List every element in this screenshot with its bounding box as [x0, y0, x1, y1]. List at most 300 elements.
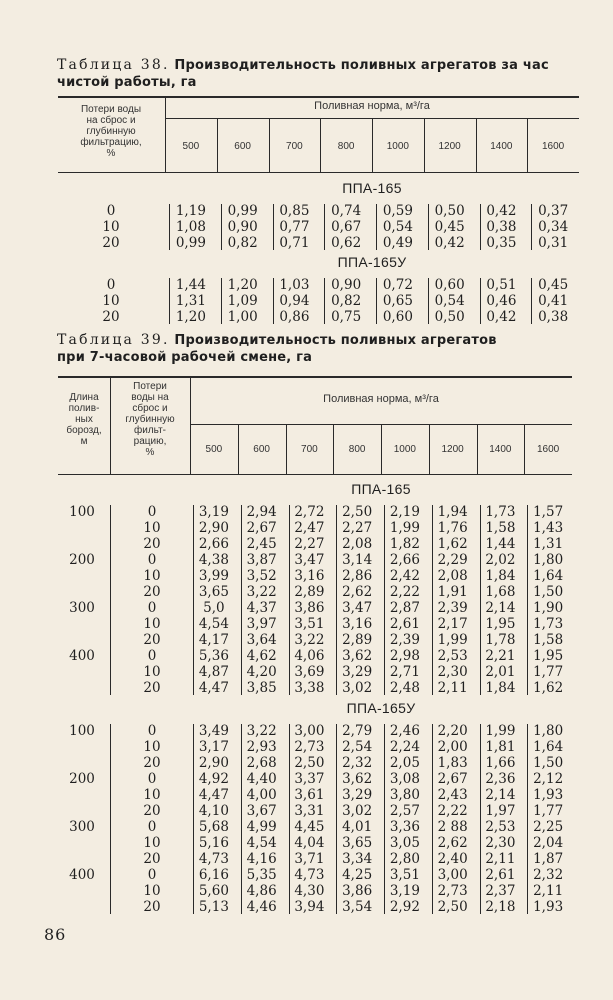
table38-header-bottom-rule [58, 172, 579, 173]
row-value: 0,72 [382, 277, 413, 293]
table38-norm-800: 800 [337, 141, 355, 152]
table38-body-col-divider [376, 278, 377, 324]
page-number: 86 [44, 925, 67, 944]
row-value: 3,54 [342, 899, 373, 915]
table39-body-col-divider [289, 505, 290, 695]
row-value: 2,87 [389, 600, 420, 616]
row-value: 1,87 [533, 851, 564, 867]
table38-body-col-divider [273, 204, 274, 250]
row-value: 1,99 [389, 520, 420, 536]
table-row [0, 235, 613, 251]
row-value: 0,65 [382, 293, 413, 309]
table38-loss-header: Потери воды на сброс и глубинную фильтрацию, % [80, 104, 142, 159]
row-value: 1,20 [175, 309, 206, 325]
table38-body-col-divider [480, 204, 481, 250]
table-row [0, 203, 613, 219]
row-value: 2,27 [294, 536, 325, 552]
row-value: 0,46 [486, 293, 517, 309]
row-value: 1,50 [533, 584, 564, 600]
row-value: 0,31 [538, 235, 569, 251]
row-value: 5,16 [198, 835, 229, 851]
table39-norm-500: 500 [205, 444, 223, 455]
table39-body-col-divider [480, 505, 481, 695]
table39-body-col-divider [193, 505, 194, 695]
table39-label: Таблица 39. [57, 332, 170, 348]
row-value: 1,78 [485, 632, 516, 648]
table-row [0, 664, 613, 680]
table39-norm-col-divider [286, 425, 287, 474]
table38-norm-1000: 1000 [386, 141, 409, 152]
row-furrow-length: 300 [69, 600, 95, 616]
table38-norm-col-divider [217, 119, 218, 172]
row-value: 2,29 [437, 552, 468, 568]
table39-norm-800: 800 [348, 444, 366, 455]
table39-body-col-divider [432, 724, 433, 914]
row-value: 2,61 [485, 867, 516, 883]
table-row [0, 851, 613, 867]
row-value: 1,62 [533, 680, 564, 696]
row-value: 3,22 [246, 584, 277, 600]
row-value: 1,95 [533, 648, 564, 664]
row-value: 2,02 [485, 552, 516, 568]
table39-norm-1600: 1600 [537, 444, 560, 455]
table39-top-rule [58, 376, 572, 378]
row-value: 1,76 [437, 520, 468, 536]
row-value: 1,77 [533, 803, 564, 819]
row-value: 2,12 [533, 771, 564, 787]
row-value: 3,22 [246, 723, 277, 739]
row-value: 0,90 [331, 277, 362, 293]
row-value: 0,94 [279, 293, 310, 309]
table38-norm-1600: 1600 [542, 141, 565, 152]
row-value: 3,37 [294, 771, 325, 787]
row-loss-percent: 20 [143, 680, 161, 696]
row-value: 3,62 [342, 771, 373, 787]
row-value: 2,42 [389, 568, 420, 584]
row-value: 2,14 [485, 600, 516, 616]
table38-body-col-divider [531, 204, 532, 250]
table-row [0, 277, 613, 293]
row-value: 0,42 [486, 309, 517, 325]
table39-norm-col-divider [524, 425, 525, 474]
row-value: 2,47 [294, 520, 325, 536]
table-row [0, 723, 613, 739]
table38-norm-600: 600 [234, 141, 251, 152]
row-value: 1,73 [533, 616, 564, 632]
row-loss-percent: 10 [143, 520, 161, 536]
row-value: 3,16 [342, 616, 373, 632]
row-loss-percent: 10 [102, 219, 120, 235]
row-value: 0,42 [486, 203, 517, 219]
row-value: 1,93 [533, 899, 564, 915]
row-value: 1,62 [437, 536, 468, 552]
table38-norm-500: 500 [182, 141, 200, 152]
table38-body-col-divider [169, 278, 170, 324]
row-loss-percent: 20 [143, 632, 161, 648]
row-value: 2,90 [198, 755, 229, 771]
row-value: 2,61 [389, 616, 420, 632]
row-value: 2,67 [437, 771, 468, 787]
row-value: 1,20 [227, 277, 258, 293]
table-row [0, 819, 613, 835]
table38-body-col-divider [221, 204, 222, 250]
row-value: 0,50 [434, 203, 465, 219]
row-value: 1,93 [533, 787, 564, 803]
row-value: 1,64 [533, 568, 564, 584]
row-loss-percent: 20 [143, 899, 161, 915]
row-value: 0,99 [227, 203, 258, 219]
table38-norm-col-divider [527, 119, 528, 172]
row-value: 0,77 [279, 219, 310, 235]
row-value: 1,84 [485, 680, 516, 696]
table38-body-col-divider [169, 204, 170, 250]
row-value: 2,04 [533, 835, 564, 851]
row-value: 4,47 [198, 680, 229, 696]
row-value: 4,99 [246, 819, 277, 835]
row-value: 3,65 [342, 835, 373, 851]
table-row [0, 293, 613, 309]
row-value: 2,50 [437, 899, 468, 915]
row-value: 4,01 [342, 819, 373, 835]
row-value: 0,99 [175, 235, 206, 251]
table39-body-col-divider [527, 505, 528, 695]
row-loss-percent: 10 [143, 664, 161, 680]
row-value: 1,19 [175, 203, 206, 219]
row-furrow-length: 400 [69, 867, 95, 883]
row-value: 3,67 [246, 803, 277, 819]
row-furrow-length: 100 [69, 504, 95, 520]
row-value: 2,00 [437, 739, 468, 755]
row-value: 1,09 [227, 293, 258, 309]
table-row [0, 771, 613, 787]
row-value: 2,73 [294, 739, 325, 755]
row-value: 4,92 [198, 771, 229, 787]
table-row [0, 755, 613, 771]
row-loss-percent: 20 [102, 309, 120, 325]
row-value: 4,73 [198, 851, 229, 867]
row-value: 1,31 [175, 293, 206, 309]
row-value: 2,79 [342, 723, 373, 739]
table38-body-col-divider [428, 204, 429, 250]
row-value: 4,16 [246, 851, 277, 867]
row-value: 1,94 [437, 504, 468, 520]
row-value: 2,57 [389, 803, 420, 819]
table39-body-col-divider [527, 724, 528, 914]
table39-norm-1000: 1000 [393, 444, 416, 455]
table39-section-title: ППА-165У [346, 700, 416, 716]
table-row [0, 803, 613, 819]
row-loss-percent: 0 [147, 723, 157, 739]
row-value: 2,45 [246, 536, 277, 552]
row-value: 0,74 [331, 203, 362, 219]
row-value: 2,05 [389, 755, 420, 771]
table39-header-bottom-rule [58, 474, 572, 475]
row-value: 3,86 [294, 600, 325, 616]
table-row [0, 616, 613, 632]
table38-title-line2: чистой работы, га [57, 75, 197, 90]
table39-body-col-divider [480, 724, 481, 914]
row-value: 1,58 [533, 632, 564, 648]
table38-title-line1: Производительность поливных агрегатов за час [174, 58, 549, 73]
row-loss-percent: 20 [143, 803, 161, 819]
table-row [0, 309, 613, 325]
row-value: 4,17 [198, 632, 229, 648]
row-loss-percent: 10 [143, 568, 161, 584]
row-value: 1,31 [533, 536, 564, 552]
row-loss-percent: 20 [102, 235, 120, 251]
row-value: 2,18 [485, 899, 516, 915]
row-value: 2,40 [437, 851, 468, 867]
table39-section-title: ППА-165 [351, 481, 411, 497]
row-value: 4,30 [294, 883, 325, 899]
row-loss-percent: 20 [143, 851, 161, 867]
row-value: 2,89 [342, 632, 373, 648]
table38-norm-col-divider [320, 119, 321, 172]
row-value: 3,22 [294, 632, 325, 648]
row-value: 4,04 [294, 835, 325, 851]
table-row [0, 584, 613, 600]
row-value: 3,87 [246, 552, 277, 568]
table39-norm-col-divider [238, 425, 239, 474]
row-value: 2,62 [437, 835, 468, 851]
row-value: 3,19 [198, 504, 229, 520]
table38-label: Таблица 38. [57, 57, 170, 73]
row-value: 3,51 [294, 616, 325, 632]
table38-body-col-divider [531, 278, 532, 324]
row-value: 1,73 [485, 504, 516, 520]
row-value: 2,39 [437, 600, 468, 616]
row-loss-percent: 10 [143, 787, 161, 803]
row-value: 6,16 [198, 867, 229, 883]
row-value: 3,17 [198, 739, 229, 755]
row-value: 3,36 [389, 819, 420, 835]
row-value: 0,54 [382, 219, 413, 235]
row-value: 4,87 [198, 664, 229, 680]
table-row [0, 600, 613, 616]
row-value: 1,81 [485, 739, 516, 755]
row-value: 0,45 [434, 219, 465, 235]
table38-norm-col-divider [424, 119, 425, 172]
table38-body-col-divider [376, 204, 377, 250]
row-value: 0,85 [279, 203, 310, 219]
row-value: 0,42 [434, 235, 465, 251]
row-value: 2,01 [485, 664, 516, 680]
table39-body-col-divider [432, 505, 433, 695]
row-value: 2,22 [389, 584, 420, 600]
table39-norm-col-divider [381, 425, 382, 474]
table39-norm-1400: 1400 [489, 444, 512, 455]
row-value: 2,53 [437, 648, 468, 664]
row-value: 2,24 [389, 739, 420, 755]
row-value: 0,67 [331, 219, 362, 235]
table38-body-col-divider [428, 278, 429, 324]
row-value: 2,94 [246, 504, 277, 520]
table39-header-divider-2 [190, 377, 191, 474]
row-loss-percent: 0 [147, 504, 157, 520]
row-value: 2,19 [389, 504, 420, 520]
row-value: 2,72 [294, 504, 325, 520]
row-value: 2,62 [342, 584, 373, 600]
row-value: 1,66 [485, 755, 516, 771]
row-value: 1,08 [175, 219, 206, 235]
table38-body-col-divider [480, 278, 481, 324]
row-loss-percent: 0 [147, 771, 157, 787]
row-value: 2,30 [485, 835, 516, 851]
row-value: 4,37 [246, 600, 277, 616]
row-furrow-length: 100 [69, 723, 95, 739]
table-row [0, 883, 613, 899]
row-value: 3,08 [389, 771, 420, 787]
row-value: 0,45 [538, 277, 569, 293]
row-value: 0,35 [486, 235, 517, 251]
table38-norm-col-divider [372, 119, 373, 172]
table38-norm-col-divider [476, 119, 477, 172]
row-value: 1,44 [485, 536, 516, 552]
row-value: 3,94 [294, 899, 325, 915]
row-loss-percent: 0 [106, 277, 116, 293]
table39-body-col-divider [241, 505, 242, 695]
row-value: 1,58 [485, 520, 516, 536]
row-value: 0,62 [331, 235, 362, 251]
row-value: 0,38 [486, 219, 517, 235]
row-value: 2,50 [342, 504, 373, 520]
row-value: 0,51 [486, 277, 517, 293]
row-loss-percent: 0 [106, 203, 116, 219]
row-value: 2,67 [246, 520, 277, 536]
row-value: 4,54 [246, 835, 277, 851]
row-value: 4,62 [246, 648, 277, 664]
table38-norm-header: Поливная норма, м³/га [314, 100, 430, 112]
row-value: 5,13 [198, 899, 229, 915]
row-value: 2,08 [437, 568, 468, 584]
row-value: 0,49 [382, 235, 413, 251]
table-row [0, 680, 613, 696]
row-value: 0,71 [279, 235, 310, 251]
row-value: 3,14 [342, 552, 373, 568]
row-value: 2,37 [485, 883, 516, 899]
row-value: 2,46 [389, 723, 420, 739]
row-loss-percent: 20 [143, 536, 161, 552]
row-value: 4,86 [246, 883, 277, 899]
row-value: 2,80 [389, 851, 420, 867]
row-loss-percent: 10 [102, 293, 120, 309]
row-value: 2,36 [485, 771, 516, 787]
row-value: 2,11 [437, 680, 468, 696]
table39-body-col-divider [193, 724, 194, 914]
row-value: 3,65 [198, 584, 229, 600]
row-value: 3,19 [389, 883, 420, 899]
row-value: 2,11 [533, 883, 564, 899]
row-value: 2,22 [437, 803, 468, 819]
row-value: 5,0 [203, 600, 225, 616]
row-value: 4,54 [198, 616, 229, 632]
table38-caption [57, 57, 549, 91]
table38-norm-700: 700 [286, 141, 303, 152]
table39-norm-col-divider [429, 425, 430, 474]
row-loss-percent: 0 [147, 552, 157, 568]
row-value: 2,66 [389, 552, 420, 568]
row-value: 2,43 [437, 787, 468, 803]
row-loss-percent: 0 [147, 867, 157, 883]
row-value: 5,68 [198, 819, 229, 835]
row-value: 3,99 [198, 568, 229, 584]
row-value: 1,99 [437, 632, 468, 648]
row-loss-percent: 10 [143, 835, 161, 851]
row-value: 4,20 [246, 664, 277, 680]
table-row [0, 787, 613, 803]
row-value: 3,80 [389, 787, 420, 803]
row-value: 2,48 [389, 680, 420, 696]
row-value: 0,54 [434, 293, 465, 309]
row-value: 4,00 [246, 787, 277, 803]
row-value: 1,77 [533, 664, 564, 680]
row-value: 2,27 [342, 520, 373, 536]
row-value: 1,00 [227, 309, 258, 325]
table39-body-col-divider [336, 505, 337, 695]
row-value: 2,92 [389, 899, 420, 915]
table39-length-header: Длина полив- ных борозд, м [66, 392, 102, 447]
table-row [0, 899, 613, 915]
row-loss-percent: 0 [147, 648, 157, 664]
row-value: 3,34 [342, 851, 373, 867]
row-value: 3,86 [342, 883, 373, 899]
row-value: 5,60 [198, 883, 229, 899]
row-loss-percent: 0 [147, 600, 157, 616]
row-furrow-length: 300 [69, 819, 95, 835]
row-value: 2,30 [437, 664, 468, 680]
table-row [0, 552, 613, 568]
table39-norm-col-divider [477, 425, 478, 474]
row-value: 2,39 [389, 632, 420, 648]
row-furrow-length: 200 [69, 771, 95, 787]
table-row [0, 739, 613, 755]
row-value: 2,90 [198, 520, 229, 536]
row-value: 2,32 [533, 867, 564, 883]
row-value: 2,54 [342, 739, 373, 755]
table38-body-col-divider [324, 204, 325, 250]
row-value: 2,89 [294, 584, 325, 600]
table-row [0, 632, 613, 648]
row-value: 2,14 [485, 787, 516, 803]
table39-body-loss-divider [110, 505, 111, 695]
row-value: 3,05 [389, 835, 420, 851]
row-value: 1,82 [389, 536, 420, 552]
row-value: 4,40 [246, 771, 277, 787]
row-value: 0,82 [227, 235, 258, 251]
row-value: 0,75 [331, 309, 362, 325]
row-value: 3,16 [294, 568, 325, 584]
row-value: 1,97 [485, 803, 516, 819]
row-value: 1,80 [533, 552, 564, 568]
table39-body-col-divider [384, 505, 385, 695]
table38-section-title: ППА-165У [337, 254, 407, 270]
row-value: 1,84 [485, 568, 516, 584]
row-value: 3,47 [342, 600, 373, 616]
table39-norm-1200: 1200 [441, 444, 464, 455]
row-value: 1,57 [533, 504, 564, 520]
table-row [0, 867, 613, 883]
row-value: 4,47 [198, 787, 229, 803]
row-value: 3,29 [342, 664, 373, 680]
row-value: 1,44 [175, 277, 206, 293]
row-value: 1,90 [533, 600, 564, 616]
row-value: 1,80 [533, 723, 564, 739]
row-value: 4,45 [294, 819, 325, 835]
table-row [0, 835, 613, 851]
row-value: 3,38 [294, 680, 325, 696]
row-value: 2,11 [485, 851, 516, 867]
row-value: 2 88 [437, 819, 468, 835]
